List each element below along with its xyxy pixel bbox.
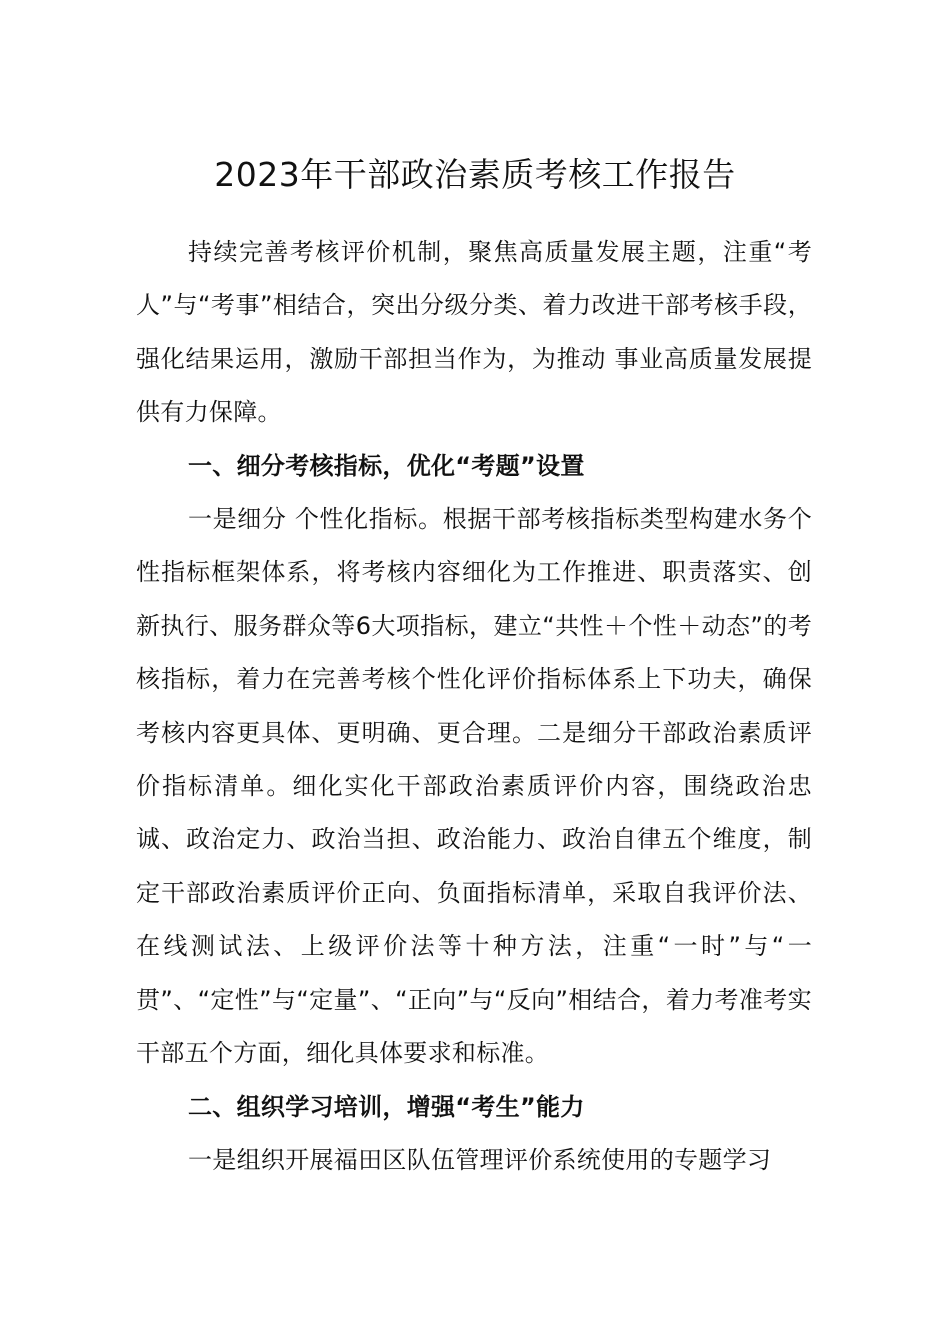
document-body bbox=[136, 226, 812, 1187]
section-heading-2: 二、组织学习培训，增强“考生”能力 bbox=[188, 1092, 585, 1121]
section-1-paragraph: 一是细分 个性化指标。根据干部考核指标类型构建水务个性指标框架体系，将考核内容细化为工作推进、职责落实、创新执行、服务群众等6大项指标，建立“共性＋个性＋动态”的考核指标，着力在完善考核个性化评价指标体系上下功夫，确保考核内容更具体、更明确、更合理。二是细分干部政治素质评价指标清单。细化实化干部政治素质评价内容，围绕政治忠诚、政治定力、政治当担、政治能力、政治自律五个维度，制定干部政治素质评价正向、负面指标清单，采取自我评价法、在线测试法、上级评价法等十种方法，注重“一时”与“一贯”、“定性”与“定量”、“正向”与“反向”相结合，着力考准考实干部五个方面，细化具体要求和标准。 bbox=[136, 505, 812, 1068]
section-2-paragraph: 一是组织开展福田区队伍管理评价系统使用的专题学习 bbox=[188, 1145, 772, 1174]
document-title: 2023年干部政治素质考核工作报告 bbox=[214, 155, 736, 194]
section-heading-1: 一、细分考核指标，优化“考题”设置 bbox=[188, 451, 585, 480]
intro-paragraph: 持续完善考核评价机制，聚焦高质量发展主题，注重“考人”与“考事”相结合，突出分级分类、着力改进干部考核手段，强化结果运用，激励干部担当作为，为推动 事业高质量发展提供有力保障。 bbox=[136, 238, 812, 427]
